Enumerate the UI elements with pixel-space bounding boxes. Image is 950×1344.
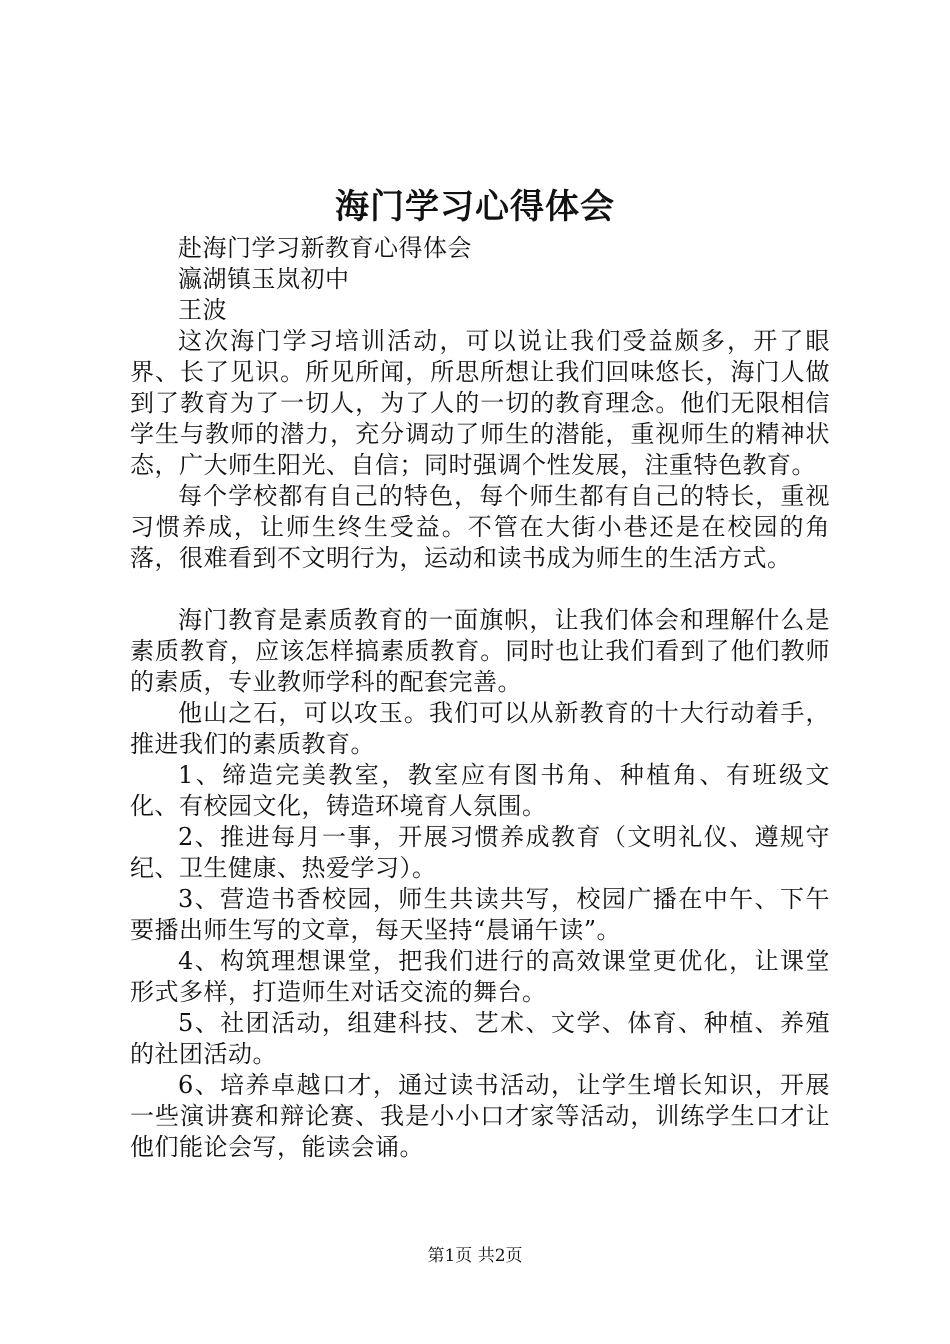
body-paragraph: 这次海门学习培训活动，可以说让我们受益颇多，开了眼界、长了见识。所见所闻，所思所想让我们回味悠长，海门人做到了教育为了一切人，为了人的一切的教育理念。他们无限相信学生与教师的潜力，充分调动了师生的潜能，重视师生的精神状态，广大师生阳光、自信；同时强调个性发展，注重特色教育。 (130, 327, 830, 479)
list-item: 5、社团活动，组建科技、艺术、文学、体育、种植、养殖的社团活动。 (130, 1009, 830, 1068)
school-paragraph: 瀛湖镇玉岚初中 (178, 265, 350, 293)
body-paragraph: 海门教育是素质教育的一面旗帜，让我们体会和理解什么是素质教育，应该怎样搞素质教育。同时也让我们看到了他们教师的素质，专业教师学科的配套完善。 (130, 606, 830, 696)
document-title: 海门学习心得体会 (335, 187, 615, 227)
list-item: 6、培养卓越口才，通过读书活动，让学生增长知识，开展一些演讲赛和辩论赛、我是小小口才家等活动，训练学生口才让他们能论会写，能读会诵。 (130, 1071, 830, 1161)
body-paragraph: 每个学校都有自己的特色，每个师生都有自己的特长，重视习惯养成，让师生终生受益。不管在大街小巷还是在校园的角落，很难看到不文明行为，运动和读书成为师生的生活方式。 (130, 482, 830, 572)
author-paragraph: 王波 (178, 296, 227, 324)
list-item: 2、推进每月一事，开展习惯养成教育（文明礼仪、遵规守纪、卫生健康、热爱学习）。 (130, 823, 830, 882)
subtitle-paragraph: 赴海门学习新教育心得体会 (178, 234, 472, 262)
document-body (130, 233, 830, 1163)
page-number-footer: 第1页 共2页 (427, 1246, 523, 1266)
body-paragraph: 他山之石，可以攻玉。我们可以从新教育的十大行动着手，推进我们的素质教育。 (130, 699, 830, 758)
list-item: 1、缔造完美教室，教室应有图书角、种植角、有班级文化、有校园文化，铸造环境育人氛围。 (130, 761, 830, 820)
list-item: 3、营造书香校园，师生共读共写，校园广播在中午、下午要播出师生写的文章，每天坚持“晨诵午读”。 (130, 885, 830, 944)
list-item: 4、构筑理想课堂，把我们进行的高效课堂更优化，让课堂形式多样，打造师生对话交流的舞台。 (130, 947, 830, 1006)
